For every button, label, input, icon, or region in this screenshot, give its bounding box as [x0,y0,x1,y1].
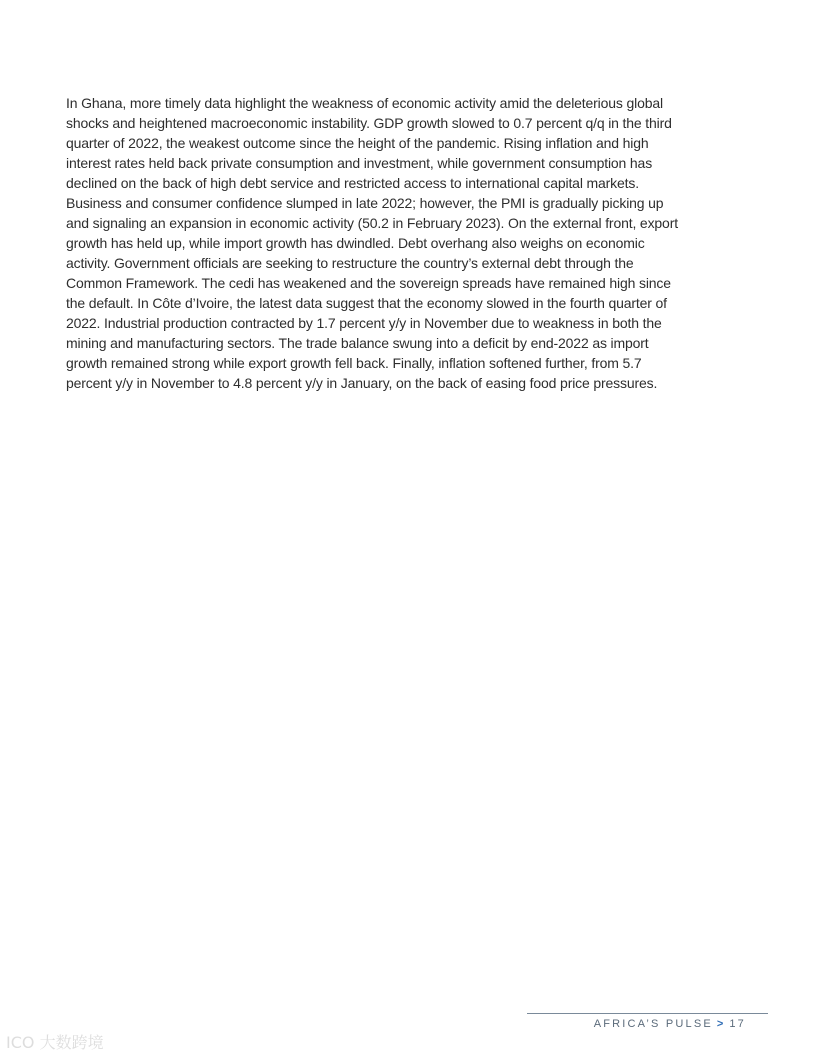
page-footer [527,1013,768,1044]
chevron-right-icon: > [716,1018,724,1030]
page-number: 17 [729,1018,746,1030]
publication-title: AFRICA’S PULSE [593,1018,713,1030]
watermark-logo: ICO 大数跨境 [6,1033,104,1052]
body-paragraph: In Ghana, more timely data highlight the weakness of economic activity amid the deleterious global shocks and heightened macroeconomic instability. GDP growth slowed to 0.7 percent q/q in the third quarter of 2022, the weakest outcome since the height of the pandemic. Rising inflation and high interest rates held back private consumption and investment, while government consumption has declined on the back of high debt service and restricted access to international capital markets. Business and consumer confidence slumped in late 2022; however, the PMI is gradually picking up and signaling an expansion in economic activity (50.2 in February 2023). On the external front, export growth has held up, while import growth has dwindled. Debt overhang also weighs on economic activity. Government officials are seeking to restructure the country’s external debt through the Common Framework. The cedi has weakened and the sovereign spreads have remained high since the default. In Côte d’Ivoire, the latest data suggest that the economy slowed in the fourth quarter of 2022. Industrial production contracted by 1.7 percent y/y in November due to weakness in both the mining and manufacturing sectors. The trade balance swung into a deficit by end-2022 as import growth remained strong while export growth fell back. Finally, inflation softened further, from 5.7 percent y/y in November to 4.8 percent y/y in January, on the back of easing food price pressures. [66,95,678,391]
footer-label [594,1018,746,1030]
